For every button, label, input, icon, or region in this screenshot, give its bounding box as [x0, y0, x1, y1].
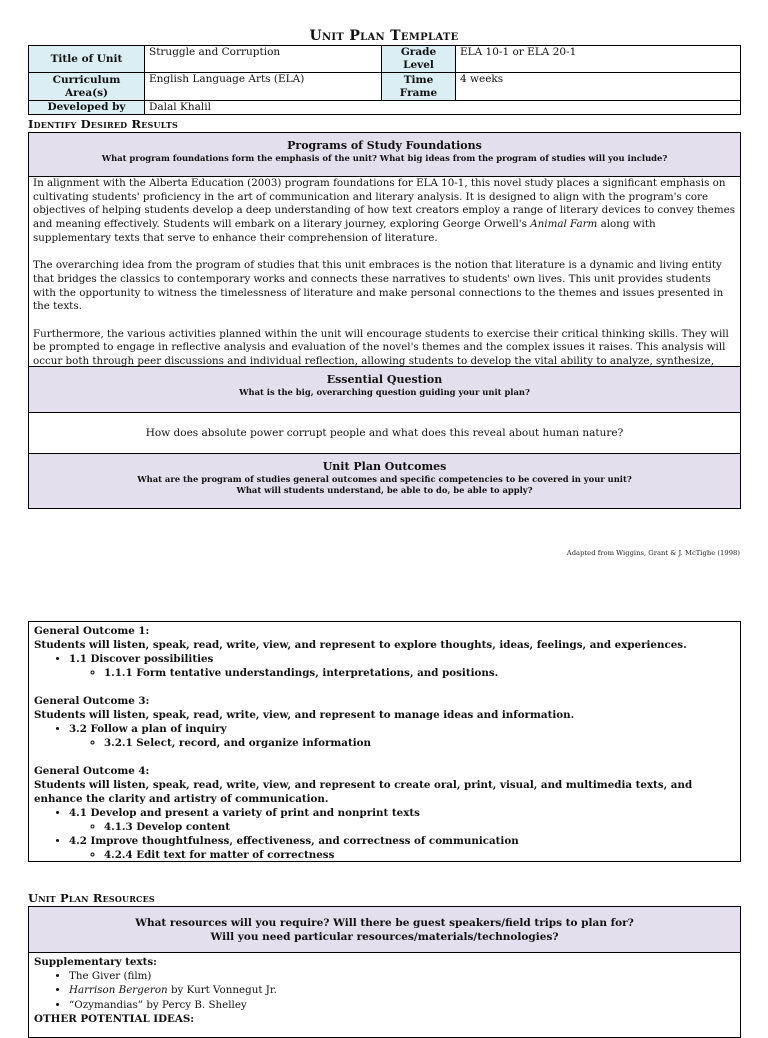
essential-question-title: Essential Question [326, 373, 443, 386]
resources-question-2: Will you need particular resources/materials/technologies? [210, 931, 559, 943]
foundations-paragraph-2: The overarching idea from the program of studies that this unit embraces is the notion that literature is a dynamic and living entity that bridges the classics to contemporary works and connects these narratives to students' own lives. This unit provides students with the opportunity to witness the timelessness of literature and make personal connections to the themes and issues presented in the texts. [33, 259, 724, 313]
developer-label: Developed by [29, 101, 145, 115]
title-value: Struggle and Corruption [145, 46, 382, 73]
desired-results-box [28, 132, 741, 509]
timeframe-value: 4 weeks [456, 73, 741, 101]
supplementary-label: Supplementary texts: [34, 956, 157, 968]
foundations-text [29, 177, 740, 367]
curriculum-label: Curriculum Area(s) [29, 73, 145, 101]
outcome-item-text: 3.2 Follow a plan of inquiry [69, 723, 227, 735]
foundations-title: Programs of Study Foundations [287, 139, 482, 152]
outcome-subitem: ◦ 3.2.1 Select, record, and organize information [104, 736, 735, 750]
outcome-subitem: ◦ 4.2.4 Edit text for matter of correctness [104, 848, 735, 862]
desired-results-heading: Identify Desired Results [28, 117, 179, 131]
outcome-statement: Students will listen, speak, read, write, view, and represent to manage ideas and information. [34, 709, 575, 721]
outcomes-box [28, 621, 741, 862]
outcomes-title: Unit Plan Outcomes [322, 460, 447, 473]
general-outcome-3 [34, 694, 735, 750]
resources-heading: Unit Plan Resources [28, 891, 155, 905]
outcome-subitem: ◦ 4.1.3 Develop content [104, 820, 735, 834]
outcomes-list [29, 622, 740, 862]
outcome-item-text: 4.2 Improve thoughtfulness, effectiveness, and correctness of communication [69, 835, 519, 847]
resource-item-text: by Kurt Vonnegut Jr. [167, 984, 277, 997]
foundations-paragraph-1 [29, 177, 740, 246]
outcome-heading: General Outcome 4: [34, 765, 150, 777]
general-outcome-4 [34, 764, 735, 862]
outcome-subitem: ◦ 1.1.1 Form tentative understandings, interpretations, and positions. [104, 666, 735, 680]
essential-question-band [29, 367, 740, 413]
resources-band [29, 907, 740, 953]
outcome-item-text: 4.1 Develop and present a variety of print and nonprint texts [69, 807, 420, 819]
outcomes-band [29, 454, 740, 508]
grade-value: ELA 10-1 or ELA 20-1 [456, 46, 741, 73]
title-label: Title of Unit [29, 46, 145, 73]
resource-item: • The Giver (film) [69, 969, 735, 983]
outcome-heading: General Outcome 3: [34, 695, 150, 707]
resource-item: • “Ozymandias” by Percy B. Shelley [69, 998, 735, 1012]
foundations-band [29, 133, 740, 177]
resources-body [29, 953, 740, 1026]
outcome-statement: Students will listen, speak, read, write, view, and represent to create oral, print, visual, and multimedia texts, and enhance the clarity and artistry of communication. [34, 779, 693, 805]
grade-label: Grade Level [382, 46, 456, 73]
outcome-item [69, 806, 735, 834]
outcomes-subtitle-1: What are the program of studies general outcomes and specific competencies to be covered in your unit? [137, 474, 632, 484]
other-ideas-label: OTHER POTENTIAL IDEAS: [34, 1012, 195, 1025]
outcome-item [69, 834, 735, 862]
page-title: Unit Plan Template [309, 28, 459, 44]
para1-text: In alignment with the Alberta Education (2003) program foundations for ELA 10-1, this novel study places a significant emphasis on cultivating students' proficiency in the art of communication and literary analysis. It is designed to align with the program's core objectives of helping students develop a deep understanding of how text creators employ a range of literary devices to convey themes and meaning effectively. Students will embark on a literary journey, exploring George Orwell's [33, 177, 736, 231]
resource-item-title: Harrison Bergeron [69, 984, 168, 997]
curriculum-value: English Language Arts (ELA) [145, 73, 382, 101]
developer-value: Dalal Khalil [145, 101, 741, 115]
outcome-item-text: 1.1 Discover possibilities [69, 653, 214, 665]
essential-question-subtitle: What is the big, overarching question guiding your unit plan? [239, 387, 530, 397]
foundations-subtitle: What program foundations form the emphasis of the unit? What big ideas from the program of studies will you include? [101, 153, 668, 163]
essential-question-answer: How does absolute power corrupt people and what does this reveal about human nature? [29, 413, 740, 454]
outcome-item [69, 722, 735, 750]
outcomes-subtitle-2: What will students understand, be able to do, be able to apply? [236, 485, 533, 495]
resources-box [28, 906, 741, 1038]
unit-info-table [28, 45, 741, 115]
para1-text-end: along with supplementary texts that serve to enhance their comprehension of literature. [33, 218, 656, 244]
outcome-heading: General Outcome 1: [34, 625, 150, 637]
outcome-item [69, 652, 735, 680]
citation-note: Adapted from Wiggins, Grant & J. McTighe (1998) [566, 549, 740, 557]
outcome-statement: Students will listen, speak, read, write, view, and represent to explore thoughts, ideas, feelings, and experiences. [34, 639, 687, 651]
timeframe-label: Time Frame [382, 73, 456, 101]
para1-book-title: Animal Farm [530, 218, 598, 231]
resources-question-1: What resources will you require? Will there be guest speakers/field trips to plan for? [135, 917, 634, 929]
foundations-paragraph-3: Furthermore, the various activities planned within the unit will encourage students to exercise their critical thinking skills. They will be prompted to engage in reflective analysis and evaluation of the novel's themes and the complex issues it raises. This analysis will occur both through peer discussions and individual reflection, allowing students to develop the vital ability to analyze, synthesize, [33, 327, 729, 367]
general-outcome-1 [34, 624, 735, 680]
resource-item [69, 983, 735, 997]
